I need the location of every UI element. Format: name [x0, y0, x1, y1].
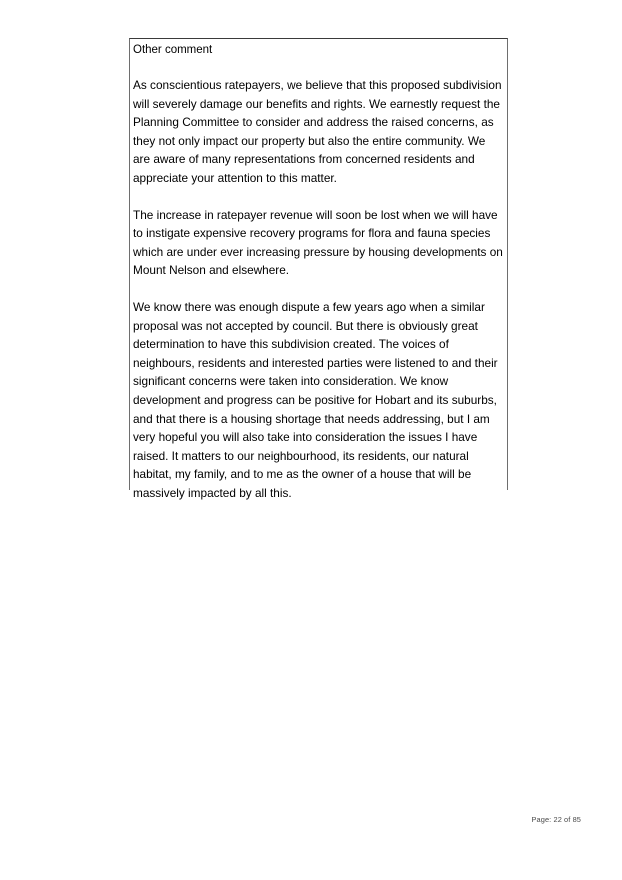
page-number-footer: Page: 22 of 85 [531, 815, 581, 824]
comment-paragraph: As conscientious ratepayers, we believe that this proposed subdivision will severely damage our benefits and rights. We earnestly request the Planning Committee to consider and address the raised concerns, as they not only impact our property but also the entire community. We are aware of many representations from concerned residents and appreciate your attention to this matter. [133, 78, 502, 185]
other-comment-cell [129, 38, 508, 500]
comment-paragraph: We know there was enough dispute a few years ago when a similar proposal was not accepted by council. But there is obviously great determination to have this subdivision created. The voices of neighbours, residents and interested parties were listened to and their significant concerns were taken into consideration. We know development and progress can be positive for Hobart and its suburbs, and that there is a housing shortage that needs addressing, but I am very hopeful you will also take into consideration the issues I have raised. It matters to our neighbourhood, its residents, our natural habitat, my family, and to me as the owner of a house that will be massively impacted by all this. [133, 299, 498, 500]
comment-paragraph: The increase in ratepayer revenue will soon be lost when we will have to instigate expensive recovery programs for flora and fauna species which are under ever increasing pressure by housing developments on Mount Nelson and elsewhere. [133, 207, 503, 278]
other-comment-cell-content [130, 39, 507, 502]
other-comment-field-label: Other comment [133, 44, 213, 56]
